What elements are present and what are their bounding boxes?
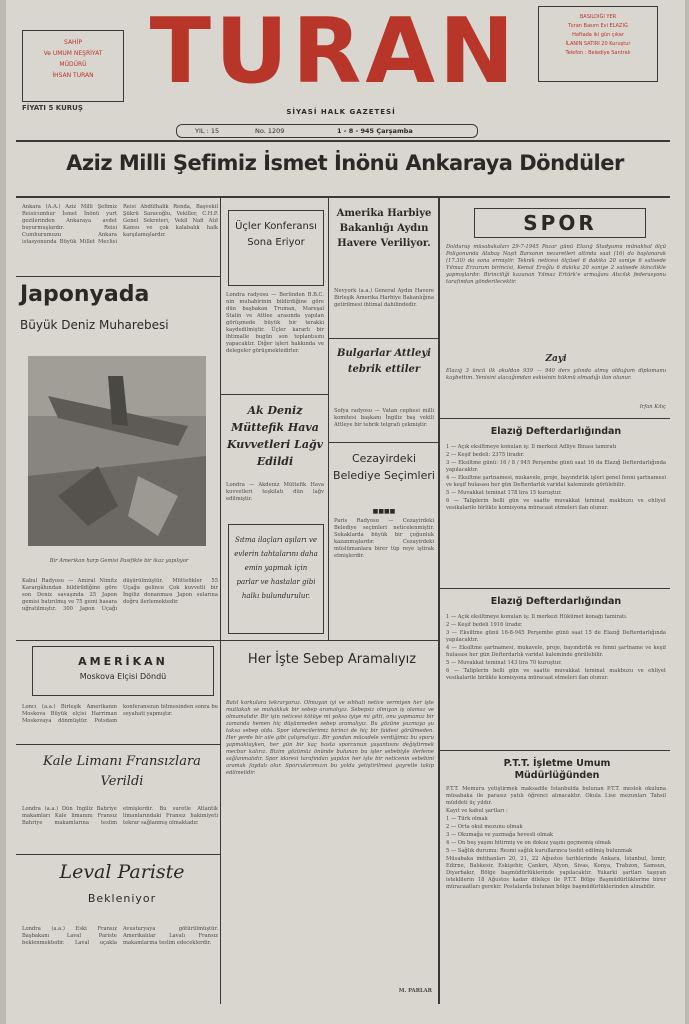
ptt-condition: 4 — On beş yaşını bitirmiş ve on dokuz yaşını geçmemiş olmak <box>446 840 611 846</box>
battleship-photo <box>28 356 206 546</box>
owner-box <box>22 30 124 102</box>
owner-line: SAHİP <box>64 39 82 46</box>
price: FİYATI 5 KURUŞ <box>22 104 83 112</box>
photo-caption: Bir Amerikan harp Gemisi Pasifikte bir ikaz yapılıyor <box>49 558 189 564</box>
cezayir-divider: ■■■■ <box>372 508 396 515</box>
ptt-condition: 3 — Okumağa ve yazmağa hevesli olmak <box>446 832 554 838</box>
amerika-title: Amerika Harbiye Bakanlığı Aydın Havere Veriliyor. <box>336 208 432 249</box>
issue-bar <box>176 124 478 138</box>
owner-line: İHSAN TURAN <box>52 72 94 79</box>
cezayir-title: Cezayirdeki Belediye Seçimleri <box>333 452 435 482</box>
owner-line: Ve UMUM NEŞRİYAT <box>43 50 103 57</box>
ptt-condition: 1 — Türk olmak <box>446 816 488 822</box>
defterdarlik2-list <box>446 614 666 744</box>
printer-line: BASILDIĞI YER <box>579 14 617 20</box>
health-notice-text: Sıtma ilaçları aşıları ve evlerin tahtalarını daha emin yapmak için parlar ve hastalar gibi halkı bulundurulur. <box>234 536 318 600</box>
owner-line: MÜDÜRÜ <box>59 61 87 68</box>
elci-subtitle: Moskova Elçisi Döndü <box>79 672 167 681</box>
herishe-signature: M. PARLAR <box>398 988 432 994</box>
japan-subtitle: Büyük Deniz Muharebesi <box>20 318 169 332</box>
printer-line: İLANIN SATIRI 20 Kuruştur <box>565 41 631 47</box>
printer-box <box>538 6 658 82</box>
cezayir-story: Paris Radyosu — Cezayirdeki Belediye seçimleri neticelenmiştir. Sokaklarda büyük bir çoğunluk kazanmışlardır. Cezayirdeki müslümanlara birer tüp reye iştirak etmişlerdir. <box>334 518 434 559</box>
elci-box <box>32 646 214 696</box>
kale-story: Londra (a.a.) Dün İngiliz Bahriye makamları Kale limanını Fransız Bahriye makamlarına teslim etmişlerdir. Bu suretle Atlantik limanlarındaki Fransız hakimiyeti tekrar sağlanmış olmaktadır. <box>22 806 218 826</box>
leval-title: Leval Pariste <box>59 861 185 883</box>
subtitle: SİYASİ HALK GAZETESİ <box>286 108 396 116</box>
ptt-condition: 2 — Orta okul mezunu olmak <box>446 824 523 830</box>
akdeniz-story: Londra — Akdeniz Müttefik Hava kuvvetleri teşkilatı dün lağv edilmiştir. <box>226 482 324 502</box>
year: YIL : 15 <box>195 127 220 135</box>
defterdarlik1-title: Elazığ Defterdarlığından <box>490 426 622 437</box>
defterdarlik1-item: 1 — Açık eksiltmeye konulan iş: İl merkezi Adliye Binası tamiratı <box>446 444 617 450</box>
ptt-details: Müsabaka imtihanları 20, 21, 22 Ağustos tarihlerinde Ankara, İstanbul, İzmir, Edirne, Balıkesir, Eskişehir, Çankırı, Afyon, Sivas, Konya, Trabzon, Samsun, Diyarbakır, Bölge başmüdürlüklerinde yapılacaktır. Yukarki şartları taşıyan isteklilerin 18 Ağustos kadar dilekçe ile P.T.T. Bölge Başmüdürlüklerine birer müracaatları gerekir. Postalarda bulunan bölge başmüdürlüklerinden alınabilir. <box>446 856 666 890</box>
spor-title-box <box>474 208 646 238</box>
defterdarlik1-item: 5 — Muvakkat teminat 178 lira 15 kuruştur. <box>446 490 562 496</box>
printer-line: Telefon : Belediye Santralı <box>565 50 631 56</box>
zayi-story: Elazığ 3 üncü ilk okuldan 939 — 940 ders yılında almış olduğum diplomamı kaybettim. Yenisini alacağımdan eskisinin hükmü olmadığı ilan olunur. <box>446 368 666 381</box>
masthead-title: TURAN <box>149 0 519 104</box>
spor-title: SPOR <box>523 211 597 235</box>
defterdarlik1-item: 6 — Taliplerin belli gün ve saatte muvakkat teminat makbuzu ve ehliyet vesikalarile birlikte komisyona müracaat etmeleri ilan olunur. <box>446 498 666 511</box>
elci-title: AMERİKAN <box>78 655 168 668</box>
health-notice <box>228 524 324 634</box>
ptt-conditions-header: Kayıt ve kabul şartları : <box>446 808 508 814</box>
japan-title: Japonyada <box>20 282 150 307</box>
herishe-story: Batıl korkulara tekraryoruz. Olmuyan iyi ve sıhhati netice vermiyen her işte mutlakah ve muhakkak bir sebep aramalıyız. Sebepsiz olmıyan iş olamaz ve olmamalıdır. Bir işin neticesi kötüye mi yoksa iyiye mi gitti, onu yapmamız bir zamanda hemen hiç düşünmeden sebep aramalıyız. Bu gözüne yazmaya şu taksa sebep oldu. Spor idarecilerimiz birinci de hiç bir faidesi görülmeden. Her yerde bir aile gibi çalışmalıyız. Bir yandan mücadele verdiğimiz bu sporu yapmaktayken, her gün bir kaç hasta sporcunun yaşantısını değiştirmek mecbur kalırız. Bizim gözümüz önünde bulunan bu işler sebebiyle ilerleme sağlanmalıdır. Spor idaresi tarafından yapılan her işte bir neticenin sebebini aramak faydalı olur. Sporcularımızın bu yolda yetiştirilmesi gayretle takip edilmelidir. <box>226 700 434 776</box>
defterdarlik2-item: 4 — Eksiltme şartnamesi, mukavele, proje, bayındırlık ve fenni şartname ve keşif hulasası her gün Defterdarlık varidat kaleminde görülebilir. <box>446 645 666 658</box>
issue-number: No. 1209 <box>255 127 285 135</box>
printer-line: Turan Basım Evi ELAZIĞ <box>568 23 628 29</box>
defterdarlik1-item: 4 — Eksiltme şartnamesi, mukavele, proje, bayındırlık işleri genel fenni şartnamesi ve keşif hulasası her gün Defterdarlık varidat kaleminde görülebilir. <box>446 475 666 488</box>
defterdarlik1-item: 3 — Eksiltme günü: 16 / 8 / 945 Perşembe günü saat 16 da Elazığ Defterdarlığında yapılacaktır. <box>446 460 666 473</box>
amerika-story: Nevyork (a.a.) General Aydın Havere Birleşik Amerika Harbiye Bakanlığına getirilmesi ihtimal dahilindedir. <box>334 288 434 308</box>
herishe-title: Her İşte Sebep Aramalıyız <box>247 652 417 667</box>
photo-illustration <box>28 356 206 546</box>
defterdarlik2-item: 2 — Keşif bedeli 1916 liradır. <box>446 622 523 628</box>
defterdarlik2-item: 5 — Muvakkat teminat 143 lira 70 kuruştur. <box>446 660 562 666</box>
defterdarlik1-list <box>446 444 666 582</box>
main-headline: Aziz Milli Şefimiz İsmet İnönü Ankaraya Döndüler <box>66 151 624 175</box>
bulgar-title: Bulgarlar Attleyi tebrik ettiler <box>337 348 431 375</box>
ucler-story: Londra radyosu — Berlinden B.B.C. nin muhabirinin bildirdiğine göre dün başbakan Truman, Mareşal Stalin ve Attlee arasında yapılan görüşmede büyük bir terakki kaydedilmiştir. Üçler kararlı bir ihtimalle bugün son toplantısını yapacaktır. Diğer işleri hakkında ve delegeler görüşmektedirler. <box>226 292 324 354</box>
elci-story: Loncı (a.a.) Birleşik Amerikanın Moskova Büyük elçisi Harriman Moskovaya dönmüştür. Potsdam konferansının bitmesinden sonra bu seyahati yapmıştır. <box>22 704 218 724</box>
ptt-intro: P.T.T. Memuru yetiştirmek maksadile İstanbulda bulunan P.T.T. meslek okuluna müsabaka ile parasız yatılı öğrenci alınacaktır. Okula Lise mezunları Tahsil müddeti üç yıldır. <box>446 786 666 806</box>
zayi-signature: İrfan Kılıç <box>639 404 666 410</box>
ptt-title: P.T.T. İşletme Umum Müdürlüğünden <box>503 758 611 781</box>
ucler-title: Üçler Konferansı Sona Eriyor <box>235 221 317 248</box>
ucler-box <box>228 210 324 286</box>
bulgar-story: Sofya radyosu — Vatan cephesi milli komitesi başkanı İngiliz baş vekili Attleye bir tebrik telgrafı çekmiştir. <box>334 408 434 428</box>
printer-line: Haftada iki gün çıkar <box>572 32 624 38</box>
defterdarlik2-item: 3 — Eksiltme günü 16-8-945 Perşembe günü saat 15 de Elazığ Defterdarlığında yapılacaktır. <box>446 630 666 643</box>
defterdarlik2-item: 1 — Açık eksiltmeye konulan iş: İl merkezi Hükümet konağı tamiratı. <box>446 614 628 620</box>
ptt-condition: 5 — Sağlık durumu: Resmi sağlık kurullarınca tesbit edilmiş bulunmak <box>446 848 633 854</box>
defterdarlik2-item: 6 — Taliplerin belli gün ve saatte muvakkat teminat makbuzu ve ehliyet vesikalarile birlikte komisyona müracaat etmeleri ilan olunur. <box>446 668 666 681</box>
japan-story: Kabul Radyosu — Amiral Nimitz Karargâhından bildirildiğine göre son Deniz savaşında 25 Japon gemisi batırılmış ve 75 gemi hasara uğratılmıştır. 300 Japon Uçağı düşürülmüştür. Müttefikler 55 Uçağa gelince Çok kuvvetli bir İngiliz donanması Japon sularına doğru ilerlemektedir. <box>22 578 218 612</box>
akdeniz-title: Ak Deniz Müttefik Hava Kuvvetleri Lağv Edildi <box>226 404 324 468</box>
kale-title: Kale Limanı Fransızlara Verildi <box>43 754 201 789</box>
leval-subtitle: Bekleniyor <box>87 892 157 905</box>
headline-story: Ankara (A.A.) Aziz Milli Şefimiz Reisicumhur İsmet İnönü yurt gezilerinden Ankaraya avdet buyurmuşlardır. Reisi Cumhurumuzu Ankara istasyonunda Büyük Millet Meclisi Reisi Abdülhalik Renda, Başvekil Şükrü Saracoğlu, Vekiller, C.H.P. Genel Sekreteri, Vekil Nafi Atıf Kansu ve çok kalabalık halk karşılamışlardır. <box>22 204 218 245</box>
zayi-title: Zayi <box>545 354 567 364</box>
leval-story: Londra (a.a.) Eski Fransız Başbakanı Laval Pariste beklenmektedir. Laval uçakla Avusturyaya götürülmüştür. Amerikalılar Lavalı Fransız makamlarına teslim edeceklerdir. <box>22 926 218 946</box>
defterdarlik2-title: Elazığ Defterdarlığından <box>490 596 622 607</box>
spor-story: Dolduruş müsabakaları 29-7-1945 Pazar günü Elazığ Stadyumu münakhal ölçü Poligonunda Atabaş Naşit Barsanın nezaretleri altında saat (16) da başlanarak (17.30) da sona ermiştir. Teknik neticesi ölçüsel 6 dakika 20 saniye 6 salisede Yılmaz Erzurum birincisi, Kemal Eroğlu 6 dakika 20 saniye 2 salisede ikincilikle yapmışlardır. Birinciliği kazanan Yılmaz Ertürk'e armağanı Atıcılık federasyonu tarafından gönderilecektir. <box>446 244 666 285</box>
newspaper-page <box>6 0 685 1024</box>
ptt-body <box>446 786 666 1008</box>
issue-date: 1 - 8 - 945 Çarşamba <box>337 127 413 135</box>
defterdarlik1-item: 2 — Keşif bedeli: 2375 liradır. <box>446 452 525 458</box>
